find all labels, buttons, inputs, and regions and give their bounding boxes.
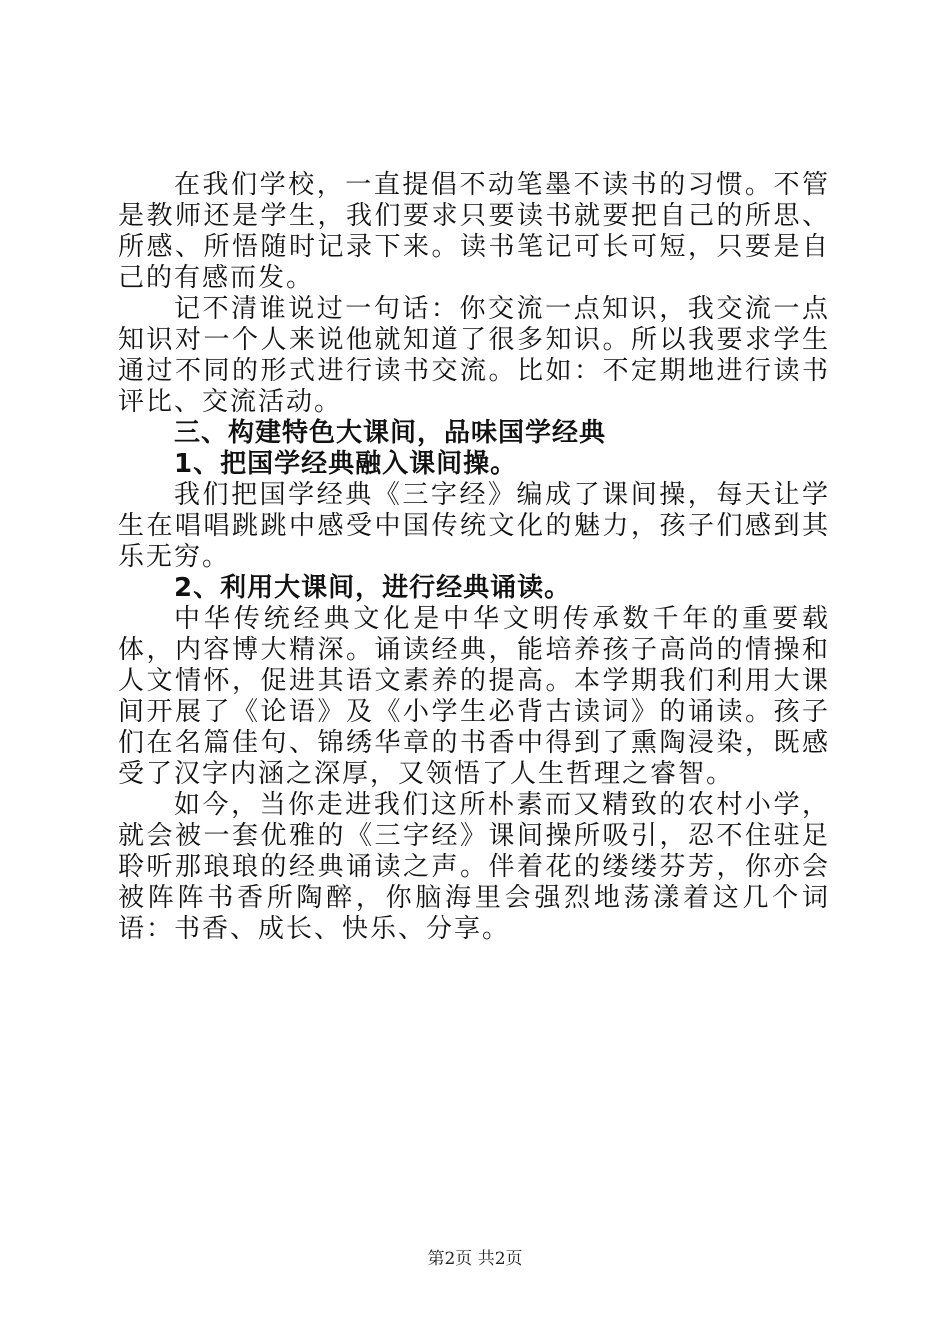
- paragraph-conclusion: 如今，当你走进我们这所朴素而又精致的农村小学，就会被一套优雅的《三字经》课间操所吸引，忍不住驻足聆听那琅琅的经典诵读之声。伴着花的缕缕芬芳，你亦会被阵阵书香所陶醉，你脑海里会强烈地荡漾着这几个词语：书香、成长、快乐、分享。: [118, 790, 830, 944]
- subheading-1: 1、把国学经典融入课间操。: [174, 449, 518, 479]
- paragraph-notes-habit: 在我们学校，一直提倡不动笔墨不读书的习惯。不管是教师还是学生，我们要求只要读书就要把自己的所思、所感、所悟随时记录下来。读书笔记可长可短，只要是自己的有感而发。: [118, 170, 830, 293]
- paragraph-exercise: 我们把国学经典《三字经》编成了课间操，每天让学生在唱唱跳跳中感受中国传统文化的魅力，孩子们感到其乐无穷。: [118, 480, 830, 572]
- subheading-2: 2、利用大课间，进行经典诵读。: [174, 573, 572, 603]
- document-body: [118, 170, 830, 945]
- page-number-footer: 第2页 共2页: [427, 1249, 523, 1269]
- paragraph-reading-exchange: 记不清谁说过一句话：你交流一点知识，我交流一点知识对一个人来说他就知道了很多知识。所以我要求学生通过不同的形式进行读书交流。比如：不定期地进行读书评比、交流活动。: [118, 294, 830, 417]
- section-heading-3: 三、构建特色大课间，品味国学经典: [174, 418, 607, 448]
- paragraph-classics-reading: 中华传统经典文化是中华文明传承数千年的重要载体，内容博大精深。诵读经典，能培养孩子高尚的情操和人文情怀，促进其语文素养的提高。本学期我们利用大课间开展了《论语》及《小学生必背古读词》的诵读。孩子们在名篇佳句、锦绣华章的书香中得到了熏陶浸染，既感受了汉字内涵之深厚，又领悟了人生哲理之睿智。: [118, 604, 830, 789]
